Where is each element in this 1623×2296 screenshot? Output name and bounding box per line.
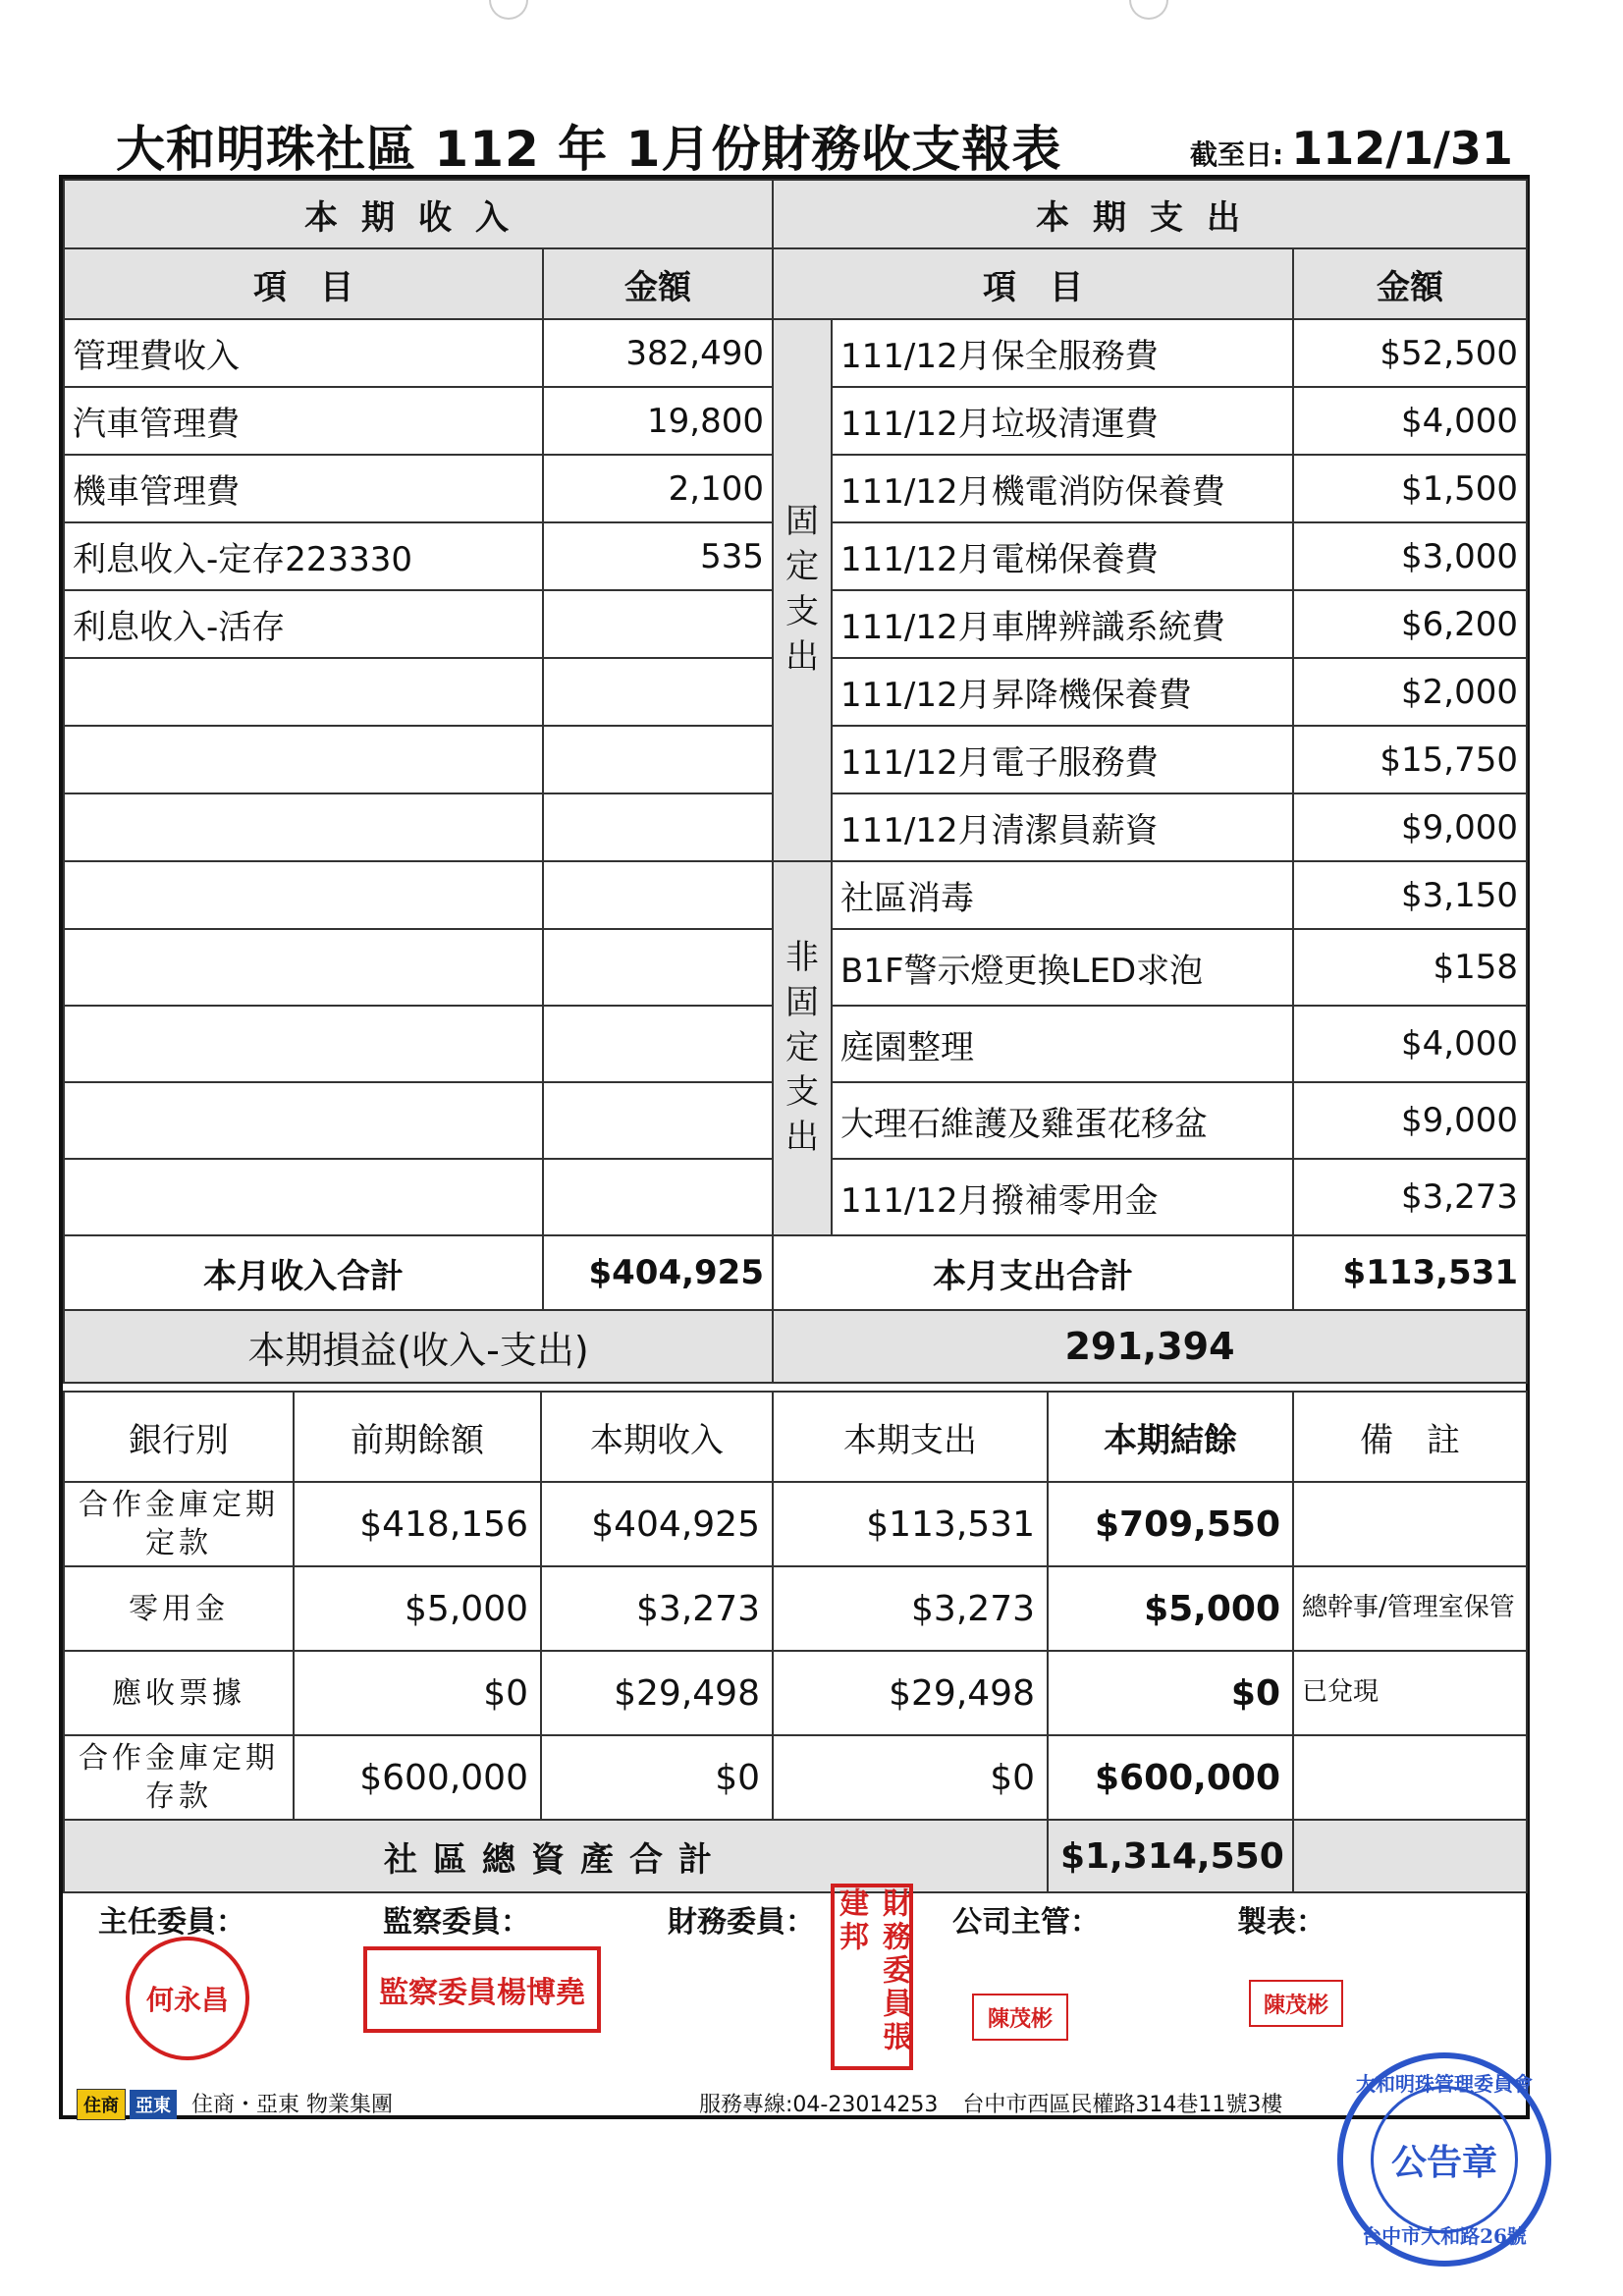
bank-header-row: [64, 1392, 1527, 1482]
bank-prev: $5,000: [294, 1566, 541, 1651]
footer-company: [77, 2088, 393, 2120]
bank-expense: $113,531: [773, 1482, 1048, 1566]
expense-section-title: 本期支出: [773, 180, 1527, 248]
expense-item: 大理石維護及雞蛋花移盆: [832, 1082, 1293, 1159]
income-amount: 19,800: [543, 387, 773, 455]
income-amount-empty: [543, 1159, 773, 1235]
table-row: [64, 1482, 1527, 1566]
company-seal: 陳茂彬: [972, 1994, 1068, 2041]
expense-item: 庭園整理: [832, 1006, 1293, 1082]
income-total-label: 本月收入合計: [64, 1235, 543, 1310]
income-amount: 2,100: [543, 455, 773, 522]
address: 台中市西區民權路314巷11號3樓: [962, 2093, 1283, 2117]
bank-table: [63, 1391, 1528, 1893]
income-item-empty: [64, 793, 543, 861]
signature-supervisor: 監察委員：: [383, 1905, 530, 1940]
expense-amount: $9,000: [1293, 793, 1527, 861]
expense-item: B1F警示燈更換LED求泡: [832, 929, 1293, 1006]
grand-total-row: [64, 1820, 1527, 1892]
income-item-empty: [64, 1082, 543, 1159]
report-title: 大和明珠社區 112 年 1月份財務收支報表: [116, 121, 1062, 178]
company-logo-mark: 亞東: [130, 2090, 177, 2119]
income-item-empty: [64, 929, 543, 1006]
bank-prev: $418,156: [294, 1482, 541, 1566]
income-amount-empty: [543, 1082, 773, 1159]
as-of-label: 截至日:: [1190, 138, 1284, 171]
footer-contact: [699, 2088, 1282, 2118]
expense-total-label: 本月支出合計: [773, 1235, 1293, 1310]
table-row: [64, 319, 1527, 387]
income-section-title: 本期收入: [64, 180, 773, 248]
maker-seal: 陳茂彬: [1249, 1980, 1343, 2027]
bank-col-prev: 前期餘額: [294, 1392, 541, 1482]
punch-hole-right: [1129, 0, 1168, 20]
table-row: [64, 1651, 1527, 1735]
income-item-empty: [64, 726, 543, 793]
expense-item: 111/12月車牌辨識系統費: [832, 590, 1293, 658]
income-item: 機車管理費: [64, 455, 543, 522]
expense-amount: $15,750: [1293, 726, 1527, 793]
expense-item: 111/12月昇降機保養費: [832, 658, 1293, 726]
bank-income: $404,925: [541, 1482, 773, 1566]
expense-amount: $3,000: [1293, 522, 1527, 590]
expense-amount: $4,000: [1293, 387, 1527, 455]
expense-item: 111/12月垃圾清運費: [832, 387, 1293, 455]
profit-label: 本期損益(收入-支出): [64, 1310, 773, 1383]
service-line: 服務專線:04-23014253: [699, 2093, 939, 2117]
chair-seal: 何永昌: [126, 1937, 249, 2060]
profit-value: 291,394: [773, 1310, 1527, 1383]
expense-amount: $3,150: [1293, 861, 1527, 929]
bank-note: 已兌現: [1293, 1651, 1527, 1735]
bank-col-balance: 本期結餘: [1048, 1392, 1293, 1482]
expense-amount: $1,500: [1293, 455, 1527, 522]
bank-income: $29,498: [541, 1651, 773, 1735]
bank-expense: $3,273: [773, 1566, 1048, 1651]
profit-row: [64, 1310, 1527, 1383]
income-item-empty: [64, 658, 543, 726]
nonfixed-expense-label: 非固定支出: [773, 861, 832, 1235]
fixed-expense-label: 固定支出: [773, 319, 832, 861]
grand-total-label: 社區總資產合計: [64, 1820, 1048, 1892]
income-amount-empty: [543, 1006, 773, 1082]
income-item: 利息收入-活存: [64, 590, 543, 658]
bank-name: 合作金庫定期定款: [64, 1482, 294, 1566]
income-amount-empty: [543, 658, 773, 726]
bank-col-income: 本期收入: [541, 1392, 773, 1482]
income-total: $404,925: [543, 1235, 773, 1310]
expense-amount: $158: [1293, 929, 1527, 1006]
table-row: [64, 861, 1527, 929]
income-amount: 535: [543, 522, 773, 590]
bank-income: $3,273: [541, 1566, 773, 1651]
expense-total: $113,531: [1293, 1235, 1527, 1310]
income-expense-table: [63, 179, 1528, 1384]
totals-row: [64, 1235, 1527, 1310]
grand-total-note: [1293, 1820, 1527, 1892]
as-of: [1190, 122, 1513, 175]
income-col-item: 項 目: [64, 248, 543, 319]
bank-expense: $29,498: [773, 1651, 1048, 1735]
expense-col-amount: 金額: [1293, 248, 1527, 319]
bank-expense: $0: [773, 1735, 1048, 1820]
supervisor-seal: 監察委員楊博堯: [363, 1946, 601, 2033]
income-item-empty: [64, 861, 543, 929]
income-item: 汽車管理費: [64, 387, 543, 455]
bank-income: $0: [541, 1735, 773, 1820]
expense-amount: $52,500: [1293, 319, 1527, 387]
expense-amount: $4,000: [1293, 1006, 1527, 1082]
grand-total: $1,314,550: [1048, 1820, 1293, 1892]
as-of-date: 112/1/31: [1291, 122, 1513, 175]
income-amount-empty: [543, 726, 773, 793]
bank-name: 合作金庫定期存款: [64, 1735, 294, 1820]
bank-balance: $709,550: [1048, 1482, 1293, 1566]
bank-name: 零用金: [64, 1566, 294, 1651]
bank-prev: $0: [294, 1651, 541, 1735]
expense-amount: $3,273: [1293, 1159, 1527, 1235]
bank-note: 總幹事/管理室保管: [1293, 1566, 1527, 1651]
expense-amount: $2,000: [1293, 658, 1527, 726]
bank-note: [1293, 1735, 1527, 1820]
expense-item: 111/12月機電消防保養費: [832, 455, 1293, 522]
table-row: [64, 1566, 1527, 1651]
income-amount-empty: [543, 929, 773, 1006]
expense-item: 111/12月電梯保養費: [832, 522, 1293, 590]
signature-chair: 主任委員：: [98, 1905, 245, 1940]
expense-item: 111/12月電子服務費: [832, 726, 1293, 793]
expense-item: 社區消毒: [832, 861, 1293, 929]
company-name: 住商・亞東 物業集團: [191, 2093, 393, 2117]
table-row: [64, 1735, 1527, 1820]
income-item-empty: [64, 1159, 543, 1235]
bank-balance: $0: [1048, 1651, 1293, 1735]
expense-item: 111/12月撥補零用金: [832, 1159, 1293, 1235]
bank-name: 應收票據: [64, 1651, 294, 1735]
expense-col-item: 項 目: [773, 248, 1293, 319]
expense-amount: $6,200: [1293, 590, 1527, 658]
bank-balance: $5,000: [1048, 1566, 1293, 1651]
bank-col-expense: 本期支出: [773, 1392, 1048, 1482]
income-amount-empty: [543, 793, 773, 861]
income-item: 利息收入-定存223330: [64, 522, 543, 590]
bank-prev: $600,000: [294, 1735, 541, 1820]
bank-balance: $600,000: [1048, 1735, 1293, 1820]
bank-col-name: 銀行別: [64, 1392, 294, 1482]
income-amount: [543, 590, 773, 658]
seal-center: 公告章: [1371, 2086, 1518, 2233]
public-notice-seal: [1337, 2052, 1551, 2267]
expense-amount: $9,000: [1293, 1082, 1527, 1159]
expense-item: 111/12月清潔員薪資: [832, 793, 1293, 861]
signature-maker: 製表：: [1237, 1905, 1325, 1940]
seal-ring-bottom: 台中市大和路26號: [1362, 2224, 1527, 2248]
signature-company: 公司主管：: [952, 1905, 1100, 1940]
company-logo-icon: 住商: [77, 2089, 126, 2120]
signature-finance: 財務委員：: [668, 1905, 815, 1940]
finance-seal: 財務委員張建邦: [831, 1884, 913, 2070]
punch-hole-left: [489, 0, 528, 20]
bank-note: [1293, 1482, 1527, 1566]
bank-col-note: 備 註: [1293, 1392, 1527, 1482]
expense-item: 111/12月保全服務費: [832, 319, 1293, 387]
income-item: 管理費收入: [64, 319, 543, 387]
seal-ring-top: 大和明珠管理委員會: [1356, 2072, 1533, 2096]
income-col-amount: 金額: [543, 248, 773, 319]
income-amount: 382,490: [543, 319, 773, 387]
income-item-empty: [64, 1006, 543, 1082]
income-amount-empty: [543, 861, 773, 929]
